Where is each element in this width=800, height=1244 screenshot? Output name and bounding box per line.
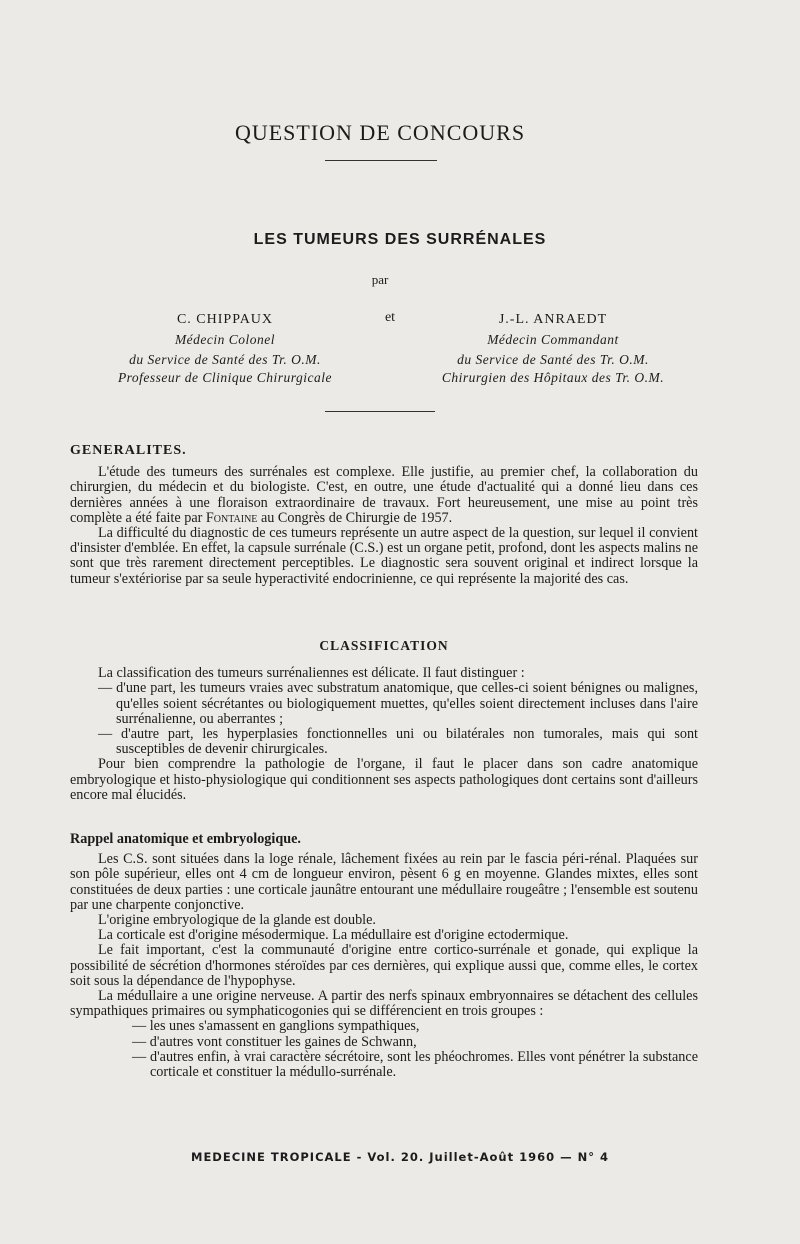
section-heading: CLASSIFICATION bbox=[319, 638, 449, 653]
list-item: — d'une part, les tumeurs vraies avec substratum anatomique, que celles-ci soient bénignes ou malignes, qu'elles soient sécrétantes ou biologiquement muettes, qu'elles soient directement incluses dans l'aire surrénalienne, ou aberrantes ; bbox=[98, 680, 698, 727]
list-item: — d'autre part, les hyperplasies fonctionnelles uni ou bilatérales non tumorales, mais qui sont susceptibles de devenir chirurgicales. bbox=[98, 726, 698, 758]
section-heading: Rappel anatomique et embryologique. bbox=[70, 831, 301, 847]
author-name: J.-L. ANRAEDT bbox=[498, 312, 608, 327]
section-heading: GENERALITES. bbox=[70, 443, 187, 458]
section-rappel bbox=[70, 832, 698, 1080]
paragraph-text: L'étude des tumeurs des surrénales est complexe. Elle justifie, au premier chef, la collaboration du chirurgien, du médecin et du biologiste. C'est, en outre, une étude d'actualité qui a donné lieu dans ces dernières années à une floraison extraordinaire de travaux. Fort heureusement, une mise au point très complète a été faite par bbox=[70, 464, 698, 526]
paragraph: Les C.S. sont situées dans la loge rénale, lâchement fixées au rein par le fascia péri-rénal. Plaquées sur son pôle supérieur, elles ont 4 cm de longueur environ, pèsent 6 g en moyenne. Glandes mixtes, elles sont constituées de deux parties : une corticale jaunâtre entourant une médullaire rougeâtre ; l'ensemble est soutenu par une charpente conjonctive. bbox=[70, 851, 698, 913]
article-title: LES TUMEURS DES SURRÉNALES bbox=[253, 231, 547, 248]
author-rank: Médecin Colonel bbox=[174, 332, 276, 347]
title-divider bbox=[325, 160, 437, 161]
paragraph-text: au Congrès de Chirurgie de 1957. bbox=[260, 509, 453, 526]
paragraph: L'origine embryologique de la glande est double. bbox=[98, 912, 376, 929]
author-name: C. CHIPPAUX bbox=[176, 312, 274, 327]
byline-divider bbox=[325, 411, 435, 412]
section-generalites bbox=[70, 443, 698, 587]
author-title: Chirurgien des Hôpitaux des Tr. O.M. bbox=[441, 370, 665, 385]
author-service: du Service de Santé des Tr. O.M. bbox=[457, 352, 649, 367]
paragraph: La classification des tumeurs surrénaliennes est délicate. Il faut distinguer : bbox=[98, 665, 525, 682]
paragraph: La difficulté du diagnostic de ces tumeurs représente un autre aspect de la question, sur lequel il convient d'insister d'emblée. En effet, la capsule surrénale (C.S.) est un organe petit, profond, dont les aspects malins ne sont que très rarement directement perceptibles. Le diagnostic sera souvent original et indirect lorsque la tumeur s'extériorise par sa seule hyperactivité endocrinienne, ce qui représente la majorité des cas. bbox=[70, 525, 698, 587]
paragraph bbox=[70, 465, 698, 526]
author-title: Professeur de Clinique Chirurgicale bbox=[117, 370, 333, 385]
authors-conjunction: et bbox=[384, 310, 396, 325]
byline-par: par bbox=[371, 272, 389, 287]
list-item: — d'autres enfin, à vrai caractère sécrétoire, sont les phéochromes. Elles vont pénétrer la substance corticale et constituer la médullo-surrénale. bbox=[132, 1048, 698, 1081]
paragraph: Le fait important, c'est la communauté d'origine entre cortico-surrénale et gonade, qui explique la possibilité de sécrétion d'hormones stéroïdes par ces dernières, qui explique aussi que, comme elles, le cortex soit sous la dépendance de l'hypophyse. bbox=[70, 942, 698, 989]
section-classification bbox=[70, 638, 698, 803]
paragraph: La corticale est d'origine mésodermique. La médullaire est d'origine ectodermique. bbox=[98, 927, 569, 944]
paragraph: Pour bien comprendre la pathologie de l'organe, il faut le placer dans son cadre anatomique embryologique et histo-physiologique qui conditionnent ses aspects pathologiques dont certains sont d'ailleurs encore mal élucidés. bbox=[70, 756, 698, 803]
list-item: — les unes s'amassent en ganglions sympathiques, bbox=[132, 1018, 420, 1035]
author-rank: Médecin Commandant bbox=[487, 332, 619, 347]
list-item: — d'autres vont constituer les gaines de Schwann, bbox=[132, 1033, 417, 1050]
section-title: QUESTION DE CONCOURS bbox=[234, 120, 526, 145]
author-service: du Service de Santé des Tr. O.M. bbox=[129, 352, 321, 367]
author-right bbox=[388, 310, 718, 370]
journal-footer: MEDECINE TROPICALE - Vol. 20. Juillet-Août 1960 — N° 4 bbox=[191, 1150, 609, 1164]
author-citation: Fontaine bbox=[205, 509, 258, 526]
author-left bbox=[60, 310, 390, 370]
paragraph: La médullaire a une origine nerveuse. A partir des nerfs spinaux embryonnaires se détachent des cellules sympathiques primaires ou symphaticogonies qui se différencient en trois groupes : bbox=[70, 988, 698, 1020]
